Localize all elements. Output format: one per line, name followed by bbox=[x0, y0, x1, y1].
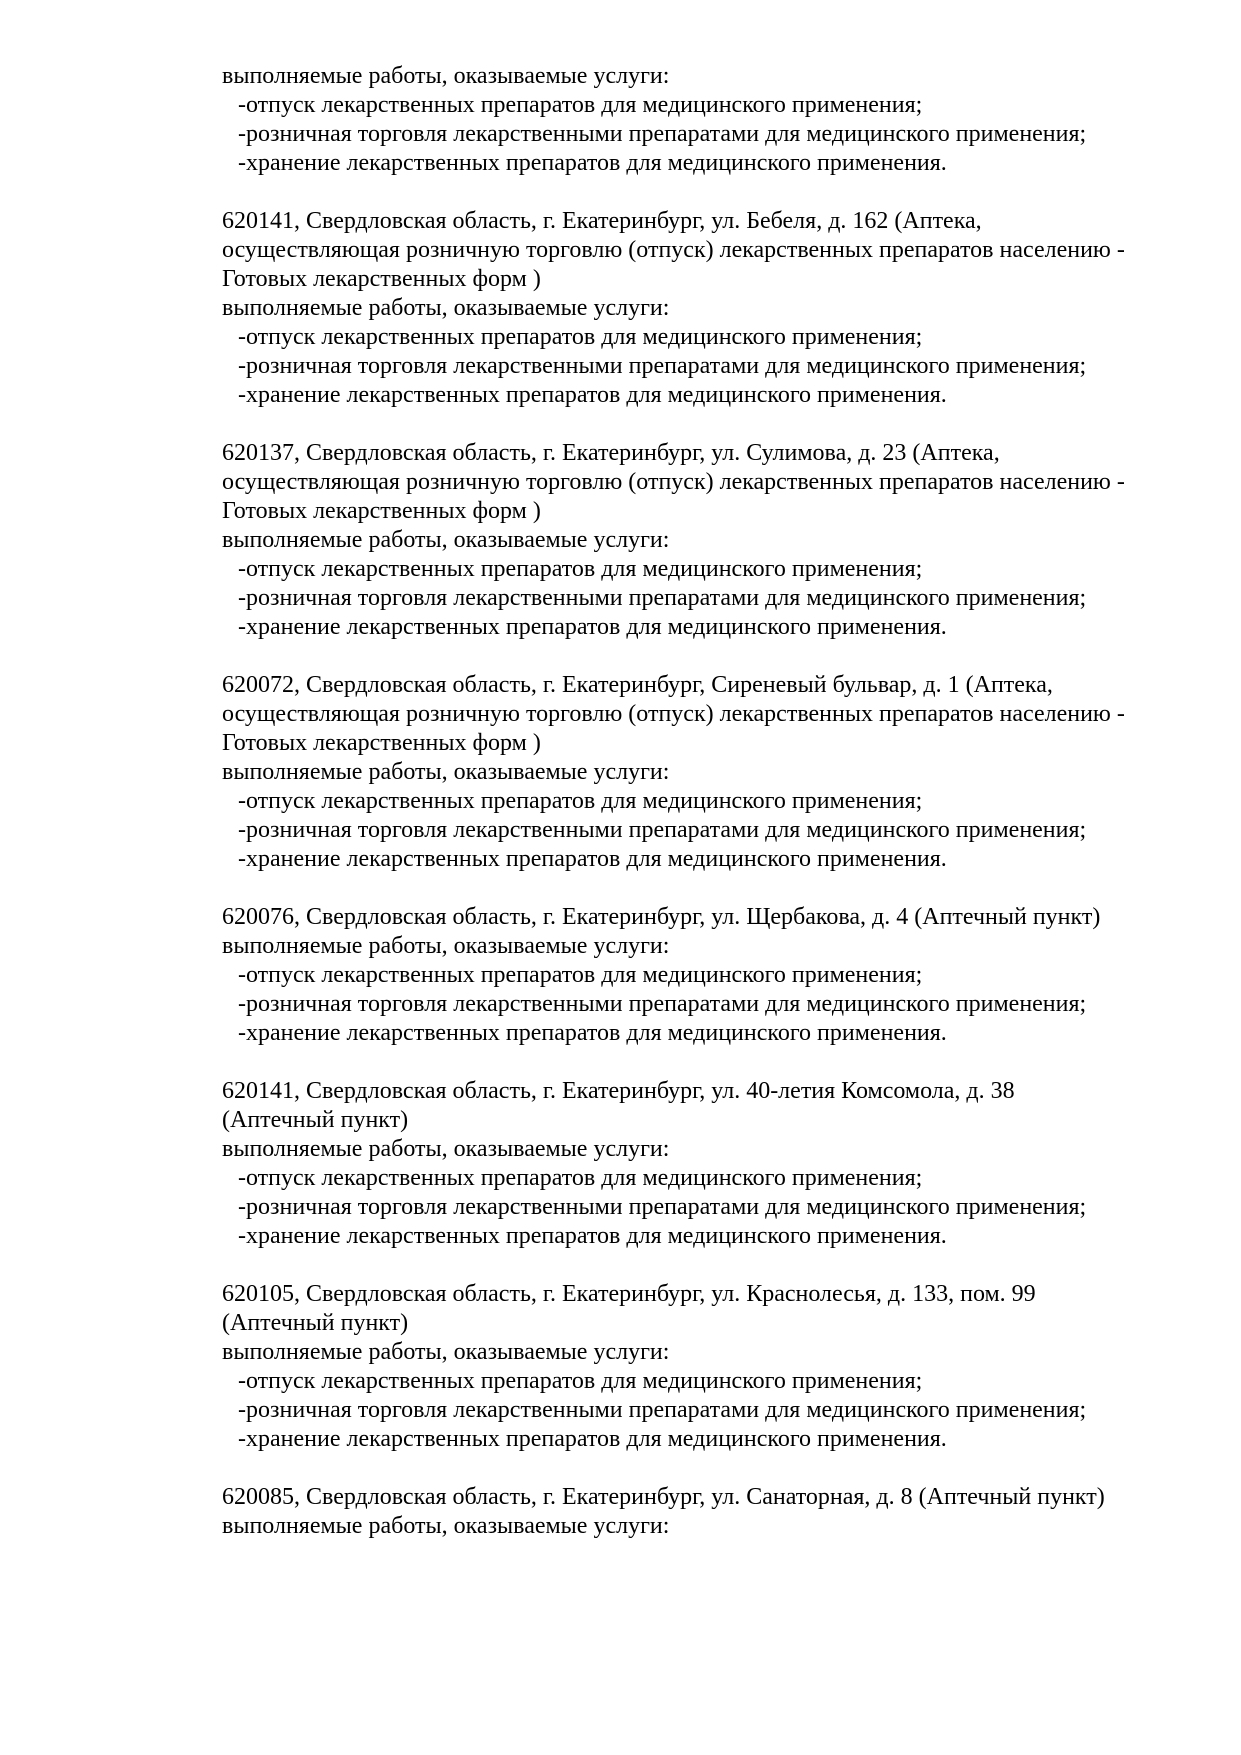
service-item: -розничная торговля лекарственными препаратами для медицинского применения; bbox=[238, 121, 1087, 147]
service-item: -хранение лекарственных препаратов для медицинского применения. bbox=[238, 1426, 947, 1452]
address-line: 620076, Свердловская область, г. Екатеринбург, ул. Щербакова, д. 4 (Аптечный пункт) bbox=[222, 904, 1101, 930]
service-item: -хранение лекарственных препаратов для медицинского применения. bbox=[238, 1223, 947, 1249]
service-item: -розничная торговля лекарственными препаратами для медицинского применения; bbox=[238, 353, 1087, 379]
services-heading: выполняемые работы, оказываемые услуги: bbox=[222, 759, 670, 785]
service-item: -розничная торговля лекарственными препаратами для медицинского применения; bbox=[238, 1194, 1087, 1220]
service-item: -отпуск лекарственных препаратов для медицинского применения; bbox=[238, 92, 923, 118]
address-line: осуществляющая розничную торговлю (отпуск) лекарственных препаратов населению - bbox=[222, 701, 1125, 727]
document-page bbox=[222, 62, 1182, 1570]
license-entry bbox=[222, 207, 1182, 410]
service-item: -отпуск лекарственных препаратов для медицинского применения; bbox=[238, 962, 923, 988]
services-heading: выполняемые работы, оказываемые услуги: bbox=[222, 1513, 670, 1539]
service-item: -хранение лекарственных препаратов для медицинского применения. bbox=[238, 614, 947, 640]
services-heading: выполняемые работы, оказываемые услуги: bbox=[222, 527, 670, 553]
address-line: Готовых лекарственных форм ) bbox=[222, 730, 541, 756]
address-line: 620141, Свердловская область, г. Екатеринбург, ул. Бебеля, д. 162 (Аптека, bbox=[222, 208, 982, 234]
address-line: 620141, Свердловская область, г. Екатеринбург, ул. 40-летия Комсомола, д. 38 bbox=[222, 1078, 1015, 1104]
license-entry bbox=[222, 1077, 1182, 1251]
service-item: -розничная торговля лекарственными препаратами для медицинского применения; bbox=[238, 991, 1087, 1017]
license-entry bbox=[222, 1280, 1182, 1454]
license-entry bbox=[222, 62, 1182, 178]
service-item: -розничная торговля лекарственными препаратами для медицинского применения; bbox=[238, 1397, 1087, 1423]
services-heading: выполняемые работы, оказываемые услуги: bbox=[222, 1136, 670, 1162]
service-item: -хранение лекарственных препаратов для медицинского применения. bbox=[238, 382, 947, 408]
address-line: 620137, Свердловская область, г. Екатеринбург, ул. Сулимова, д. 23 (Аптека, bbox=[222, 440, 1000, 466]
services-heading: выполняемые работы, оказываемые услуги: bbox=[222, 295, 670, 321]
services-heading: выполняемые работы, оказываемые услуги: bbox=[222, 933, 670, 959]
service-item: -отпуск лекарственных препаратов для медицинского применения; bbox=[238, 1368, 923, 1394]
address-line: Готовых лекарственных форм ) bbox=[222, 266, 541, 292]
address-line: 620072, Свердловская область, г. Екатеринбург, Сиреневый бульвар, д. 1 (Аптека, bbox=[222, 672, 1053, 698]
service-item: -отпуск лекарственных препаратов для медицинского применения; bbox=[238, 556, 923, 582]
service-item: -хранение лекарственных препаратов для медицинского применения. bbox=[238, 846, 947, 872]
service-item: -отпуск лекарственных препаратов для медицинского применения; bbox=[238, 1165, 923, 1191]
address-line: 620085, Свердловская область, г. Екатеринбург, ул. Санаторная, д. 8 (Аптечный пункт) bbox=[222, 1484, 1105, 1510]
address-line: Готовых лекарственных форм ) bbox=[222, 498, 541, 524]
license-entry bbox=[222, 1483, 1182, 1541]
license-entry bbox=[222, 671, 1182, 874]
license-entry bbox=[222, 439, 1182, 642]
services-heading: выполняемые работы, оказываемые услуги: bbox=[222, 63, 670, 89]
license-entry bbox=[222, 903, 1182, 1048]
address-line: осуществляющая розничную торговлю (отпуск) лекарственных препаратов населению - bbox=[222, 469, 1125, 495]
services-heading: выполняемые работы, оказываемые услуги: bbox=[222, 1339, 670, 1365]
address-line: (Аптечный пункт) bbox=[222, 1310, 409, 1336]
service-item: -розничная торговля лекарственными препаратами для медицинского применения; bbox=[238, 817, 1087, 843]
service-item: -розничная торговля лекарственными препаратами для медицинского применения; bbox=[238, 585, 1087, 611]
address-line: 620105, Свердловская область, г. Екатеринбург, ул. Краснолесья, д. 133, пом. 99 bbox=[222, 1281, 1036, 1307]
address-line: осуществляющая розничную торговлю (отпуск) лекарственных препаратов населению - bbox=[222, 237, 1125, 263]
service-item: -хранение лекарственных препаратов для медицинского применения. bbox=[238, 1020, 947, 1046]
service-item: -отпуск лекарственных препаратов для медицинского применения; bbox=[238, 788, 923, 814]
service-item: -отпуск лекарственных препаратов для медицинского применения; bbox=[238, 324, 923, 350]
address-line: (Аптечный пункт) bbox=[222, 1107, 409, 1133]
service-item: -хранение лекарственных препаратов для медицинского применения. bbox=[238, 150, 947, 176]
